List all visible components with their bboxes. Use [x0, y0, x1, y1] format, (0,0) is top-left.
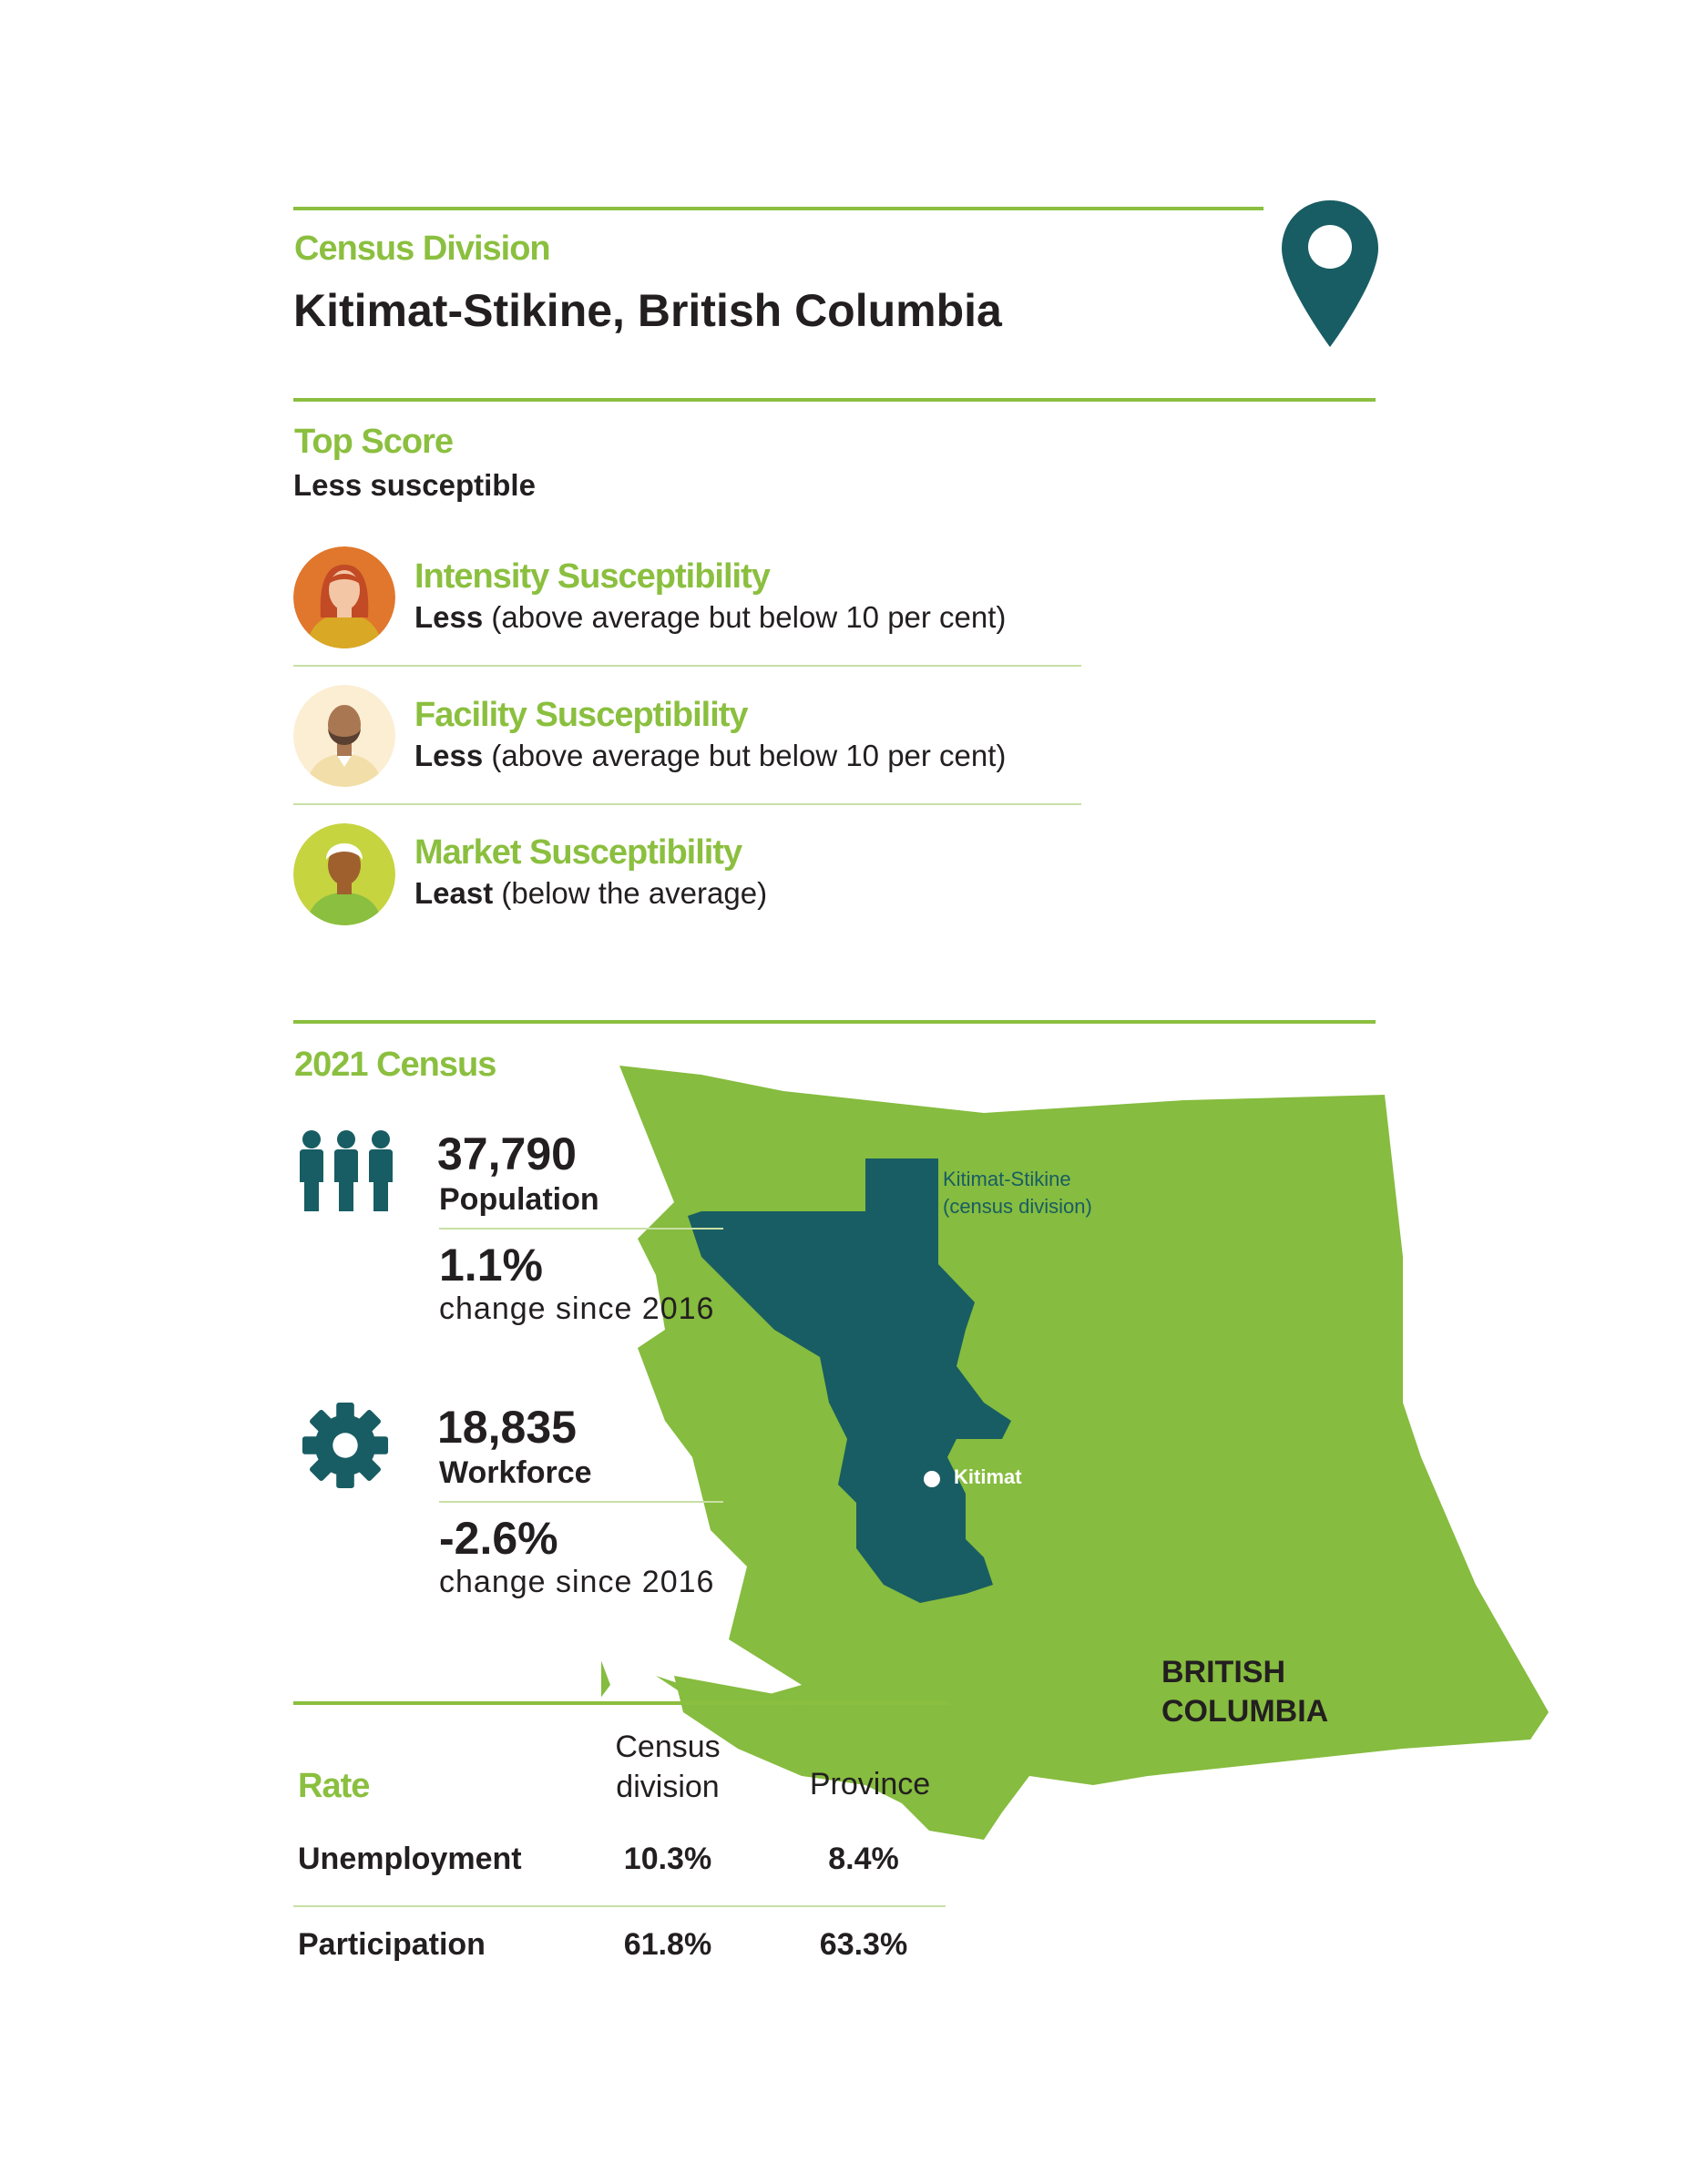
facility-level: Less: [414, 739, 484, 772]
rates-col-province-header: Province: [809, 1767, 931, 1801]
facility-detail: (above average but below 10 per cent): [491, 739, 1007, 772]
market-title: Market Susceptibility: [414, 833, 742, 872]
census-rule: [293, 1020, 1376, 1024]
market-level: Least: [414, 876, 494, 910]
map-division-label: [943, 1166, 1092, 1220]
rates-rule: [293, 1701, 949, 1705]
map-province-label-1: BRITISH: [1161, 1655, 1285, 1689]
table-row-province: 8.4%: [828, 1842, 899, 1876]
top-score-heading: Top Score: [294, 423, 453, 461]
intensity-level: Less: [414, 600, 484, 634]
population-change-label: change since 2016: [439, 1291, 715, 1326]
divider: [293, 1905, 946, 1907]
man-avatar-icon: [293, 823, 395, 925]
rates-col-division-header: [577, 1727, 759, 1807]
woman-avatar-icon: [293, 546, 395, 648]
divider: [439, 1501, 723, 1503]
map-province-label-2: COLUMBIA: [1161, 1694, 1329, 1729]
divider: [293, 665, 1081, 667]
facility-value: [414, 739, 1006, 773]
intensity-detail: (above average but below 10 per cent): [491, 600, 1007, 634]
workforce-label: Workforce: [439, 1455, 592, 1490]
intensity-value: [414, 600, 1006, 635]
workforce-value: 18,835: [437, 1402, 577, 1453]
page-title: Kitimat-Stikine, British Columbia: [293, 285, 1002, 336]
market-value: [414, 876, 767, 911]
map-province-label: [1161, 1653, 1328, 1731]
census-heading: 2021 Census: [294, 1046, 496, 1084]
table-row-division: 10.3%: [623, 1842, 712, 1876]
header-kicker: Census Division: [294, 230, 550, 268]
top-score-value: Less susceptible: [293, 468, 536, 502]
intensity-title: Intensity Susceptibility: [414, 557, 770, 596]
population-change: 1.1%: [439, 1240, 543, 1291]
divider: [293, 803, 1081, 805]
map-division-label-2: (census division): [943, 1195, 1092, 1218]
rates-heading: Rate: [298, 1767, 370, 1805]
table-row-division: 61.8%: [623, 1927, 712, 1962]
gear-icon: [301, 1401, 390, 1490]
workforce-change-label: change since 2016: [439, 1565, 715, 1599]
map-city-label: Kitimat: [954, 1465, 1022, 1488]
table-row-label: Unemployment: [298, 1842, 522, 1876]
rates-col-division-line1: Census: [615, 1730, 721, 1764]
bearded-man-avatar-icon: [293, 685, 395, 787]
top-score-rule: [293, 398, 1376, 402]
location-pin-icon: [1280, 199, 1380, 349]
map-division-label-1: Kitimat-Stikine: [943, 1168, 1071, 1190]
rates-col-division-line2: division: [616, 1770, 720, 1804]
table-row-province: 63.3%: [819, 1927, 908, 1962]
population-value: 37,790: [437, 1128, 577, 1179]
market-detail: (below the average): [501, 876, 768, 910]
table-row-label: Participation: [298, 1927, 486, 1962]
population-label: Population: [439, 1182, 599, 1217]
facility-title: Facility Susceptibility: [414, 696, 748, 734]
divider: [439, 1228, 723, 1230]
kitimat-marker: [924, 1471, 940, 1487]
workforce-change: -2.6%: [439, 1513, 558, 1564]
header-top-rule: [293, 207, 1263, 210]
people-icon: [296, 1129, 396, 1213]
